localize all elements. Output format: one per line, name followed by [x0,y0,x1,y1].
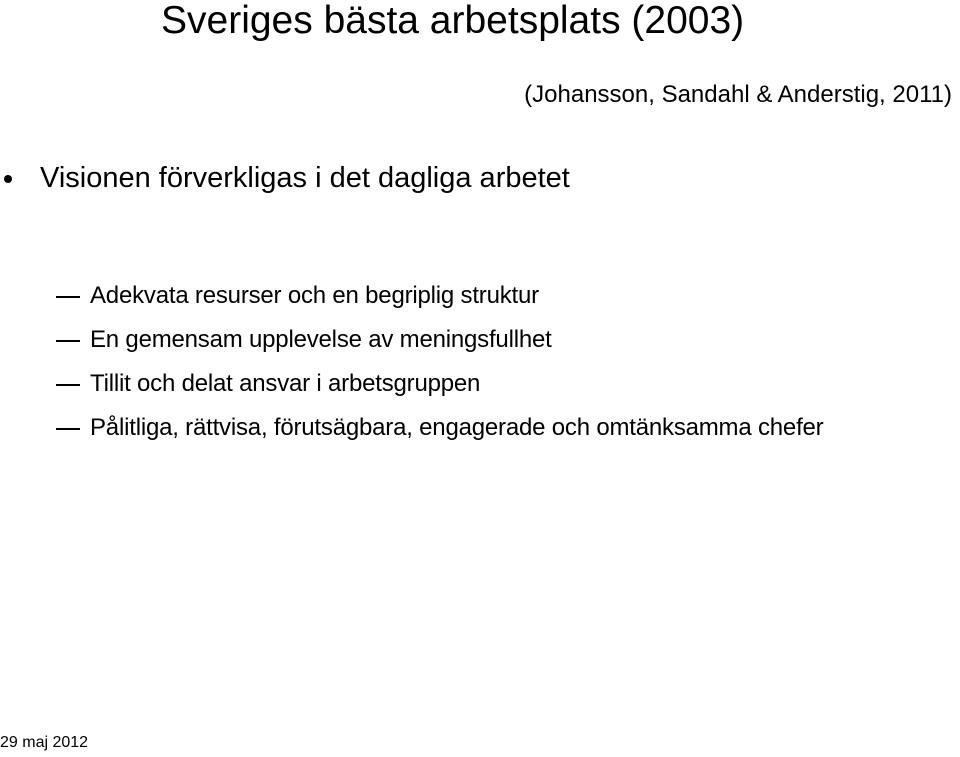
dash-icon [56,296,80,298]
dash-icon [56,428,80,430]
sub-bullet-item [0,364,960,408]
sub-bullet-text: Pålitliga, rättvisa, förutsägbara, engagerade och omtänksamma chefer [90,414,824,441]
footer-date: 29 maj 2012 [0,734,89,751]
slide-title: Sveriges bästa arbetsplats (2003) [161,0,745,42]
sub-bullet-item [0,408,960,452]
sub-bullet-item [0,320,960,364]
sub-bullet-list [0,276,960,452]
sub-bullet-text: En gemensam upplevelse av meningsfullhet [90,326,552,353]
sub-bullet-item [0,276,960,320]
bullet-dot-icon [4,175,12,183]
citation: (Johansson, Sandahl & Anderstig, 2011) [524,81,952,108]
sub-bullet-text: Tillit och delat ansvar i arbetsgruppen [90,370,481,397]
dash-icon [56,340,80,342]
main-bullet-text: Visionen förverkligas i det dagliga arbetet [40,162,570,194]
sub-bullet-text: Adekvata resurser och en begriplig struktur [90,282,539,309]
dash-icon [56,384,80,386]
